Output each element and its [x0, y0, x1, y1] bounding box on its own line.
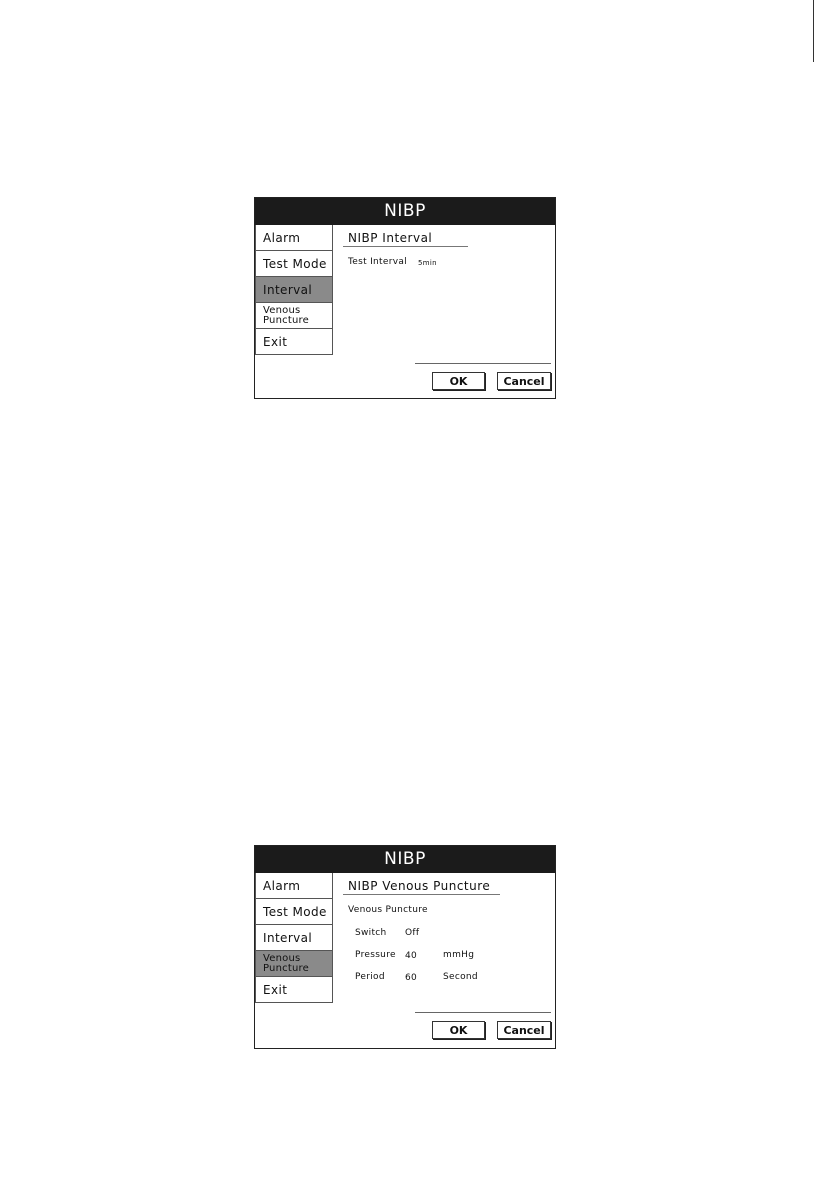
dialog-title: NIBP — [255, 846, 555, 873]
switch-label: Switch — [355, 928, 387, 938]
menu-item-test-mode[interactable]: Test Mode — [255, 899, 333, 925]
panel-title: NIBP Interval — [343, 231, 468, 247]
button-divider — [415, 363, 551, 364]
menu-item-exit[interactable]: Exit — [255, 329, 333, 355]
menu-item-alarm[interactable]: Alarm — [255, 225, 333, 251]
page-edge-rule — [813, 0, 814, 62]
menu-item-alarm[interactable]: Alarm — [255, 873, 333, 899]
nibp-interval-dialog — [254, 197, 556, 399]
menu-item-venous-puncture[interactable]: Venous Puncture — [255, 303, 333, 329]
cancel-button[interactable]: Cancel — [497, 1021, 551, 1039]
test-interval-label: Test Interval — [348, 257, 407, 267]
period-label: Period — [355, 972, 385, 982]
menu-item-interval[interactable]: Interval — [255, 925, 333, 951]
button-divider — [415, 1012, 551, 1013]
nibp-venous-puncture-dialog — [254, 845, 556, 1049]
nibp-menu — [255, 225, 333, 355]
ok-button[interactable]: OK — [432, 372, 485, 390]
panel-title: NIBP Venous Puncture — [343, 879, 500, 895]
pressure-unit: mmHg — [443, 950, 475, 960]
dialog-title: NIBP — [255, 198, 555, 225]
menu-item-venous-puncture[interactable]: Venous Puncture — [255, 951, 333, 977]
ok-button[interactable]: OK — [432, 1021, 485, 1039]
menu-item-exit[interactable]: Exit — [255, 977, 333, 1003]
period-value[interactable]: 60 — [405, 973, 418, 983]
menu-item-test-mode[interactable]: Test Mode — [255, 251, 333, 277]
menu-item-interval[interactable]: Interval — [255, 277, 333, 303]
test-interval-value[interactable]: 5min — [418, 259, 437, 267]
pressure-label: Pressure — [355, 950, 396, 960]
pressure-value[interactable]: 40 — [405, 951, 418, 961]
cancel-button[interactable]: Cancel — [497, 372, 551, 390]
venous-puncture-section-label: Venous Puncture — [348, 905, 428, 915]
nibp-menu — [255, 873, 333, 1003]
switch-value[interactable]: Off — [405, 928, 420, 938]
period-unit: Second — [443, 972, 478, 982]
